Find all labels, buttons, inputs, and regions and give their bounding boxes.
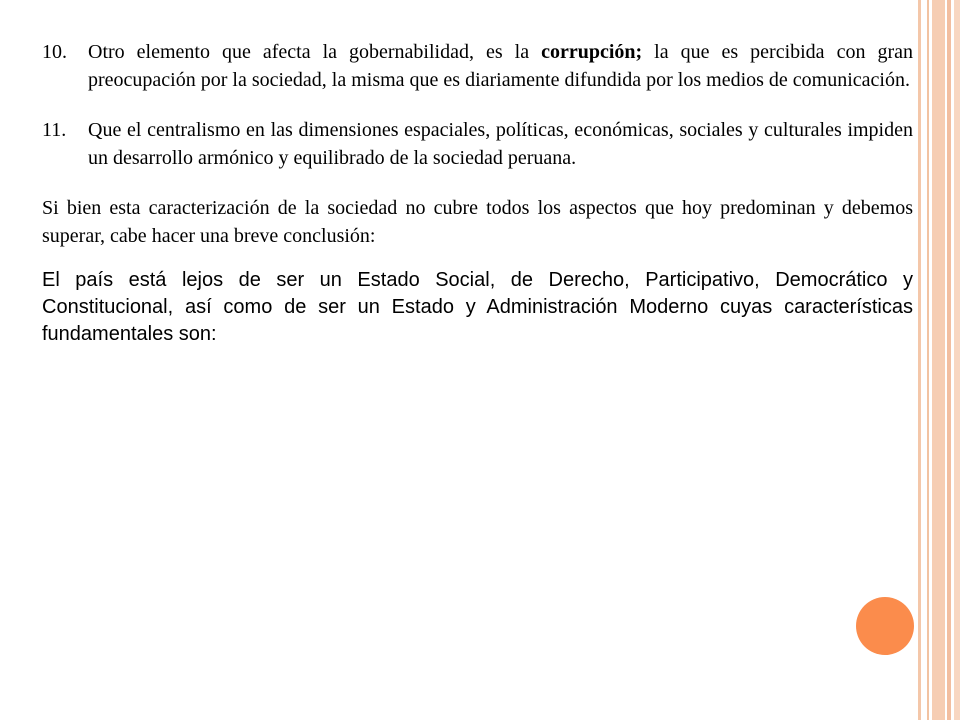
decorative-stripes — [918, 0, 960, 720]
item-bold-term: corrupción; — [541, 41, 643, 63]
decorative-circle — [856, 597, 914, 655]
stripe — [927, 0, 929, 720]
slide-body — [42, 38, 913, 348]
list-number: 11. — [42, 119, 67, 141]
stripe — [918, 0, 921, 720]
list-item-11 — [42, 116, 913, 172]
stripe — [947, 0, 951, 720]
item-text-after: la que es percibida con gran preocupación por la sociedad, la misma que es diariamente difundida por los medios de comunicación. — [88, 41, 913, 91]
conclusion-paragraph: El país está lejos de ser un Estado Social, de Derecho, Participativo, Democrático y Constitucional, así como de ser un Estado y Administración Moderno cuyas características fundamentales son: — [42, 269, 913, 345]
item-text-before: Otro elemento que afecta la gobernabilidad, es la — [88, 41, 542, 63]
list-number: 10. — [42, 41, 67, 63]
item-text: Que el centralismo en las dimensiones espaciales, políticas, económicas, sociales y culturales impiden un desarrollo armónico y equilibrado de la sociedad peruana. — [88, 119, 913, 169]
conclusion-intro-paragraph: Si bien esta caracterización de la sociedad no cubre todos los aspectos que hoy predominan y debemos superar, cabe hacer una breve conclusión: — [42, 197, 913, 247]
stripe — [932, 0, 945, 720]
stripe — [954, 0, 960, 720]
list-item-10 — [42, 38, 913, 94]
